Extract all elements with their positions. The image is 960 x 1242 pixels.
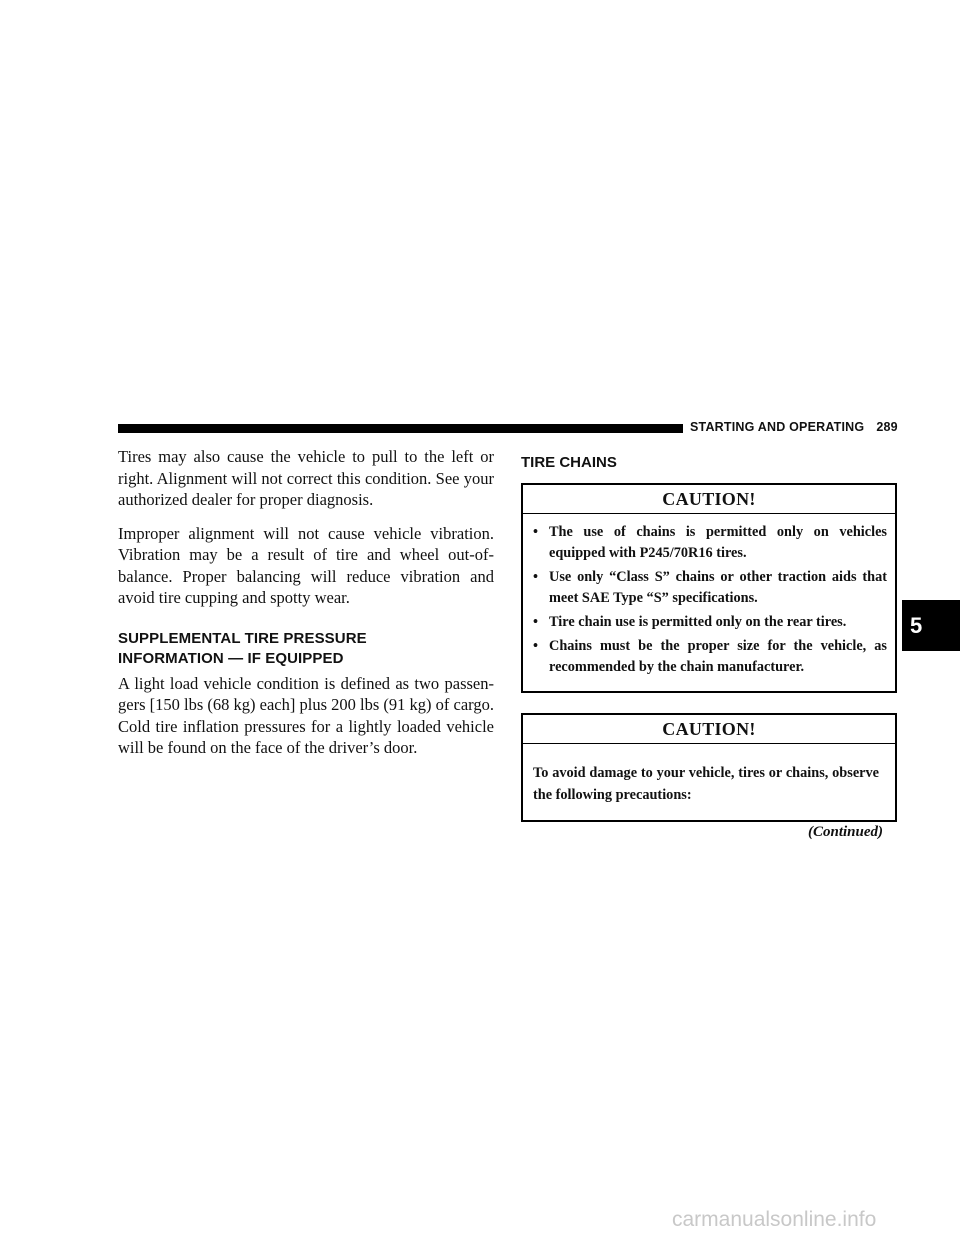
paragraph-tire-pull: Tires may also cause the vehicle to pull to the left or right. Alignment will not correct this condition. See your authorized dealer for proper diagnosis. bbox=[118, 447, 494, 509]
supplemental-heading-line-1: SUPPLEMENTAL TIRE PRESSURE bbox=[118, 629, 367, 647]
supplemental-heading bbox=[118, 629, 494, 669]
chapter-tab: 5 bbox=[902, 600, 960, 651]
caution-box-precautions bbox=[521, 713, 897, 822]
bullet-icon: • bbox=[533, 638, 539, 654]
caution-title: CAUTION! bbox=[523, 715, 895, 744]
caution-list bbox=[533, 522, 887, 678]
bullet-icon: • bbox=[533, 524, 539, 540]
header-rule bbox=[118, 424, 683, 433]
caution-item-text: Tire chain use is permitted only on the rear tires. bbox=[549, 614, 847, 630]
continued-label: (Continued) bbox=[807, 824, 883, 840]
paragraph-light-load: A light load vehicle condition is defined as two passengers [150 lbs (68 kg) each] plus 200 lbs (91 kg) of cargo. Cold tire inflation pressures for a lightly loaded vehicle will be found on the face of the driver’s door. bbox=[118, 673, 494, 757]
left-column bbox=[118, 446, 494, 771]
caution-title: CAUTION! bbox=[523, 485, 895, 514]
watermark: carmanualsonline.info bbox=[672, 1208, 877, 1231]
caution-item bbox=[533, 636, 887, 678]
caution-text: To avoid damage to your vehicle, tires or chains, observe the following precautions: bbox=[533, 765, 879, 803]
supplemental-heading-line-2: INFORMATION — IF EQUIPPED bbox=[118, 649, 344, 667]
caution-item bbox=[533, 522, 887, 564]
bullet-icon: • bbox=[533, 614, 539, 630]
right-column bbox=[521, 453, 897, 841]
caution-item-text: The use of chains is permitted only on vehicles equipped with P245/70R16 tires. bbox=[549, 524, 887, 561]
tire-chains-heading: TIRE CHAINS bbox=[521, 454, 617, 471]
caution-body bbox=[523, 744, 895, 820]
caution-item bbox=[533, 567, 887, 609]
caution-box-chains bbox=[521, 483, 897, 693]
bullet-icon: • bbox=[533, 569, 539, 585]
caution-item-text: Use only “Class S” chains or other traction aids that meet SAE Type “S” specifications. bbox=[549, 569, 887, 606]
header-section-title: STARTING AND OPERATING bbox=[690, 420, 865, 434]
caution-item bbox=[533, 612, 887, 633]
running-header bbox=[690, 420, 898, 434]
caution-item-text: Chains must be the proper size for the vehicle, as recommended by the chain manufacturer. bbox=[549, 638, 887, 675]
paragraph-alignment-vibration: Improper alignment will not cause vehicle vibration. Vibration may be a result of tire and wheel out-of-balance. Proper balancing will reduce vibration and avoid tire cupping and spotty wear. bbox=[118, 523, 494, 607]
caution-body bbox=[523, 514, 895, 691]
page-number: 289 bbox=[876, 420, 898, 434]
